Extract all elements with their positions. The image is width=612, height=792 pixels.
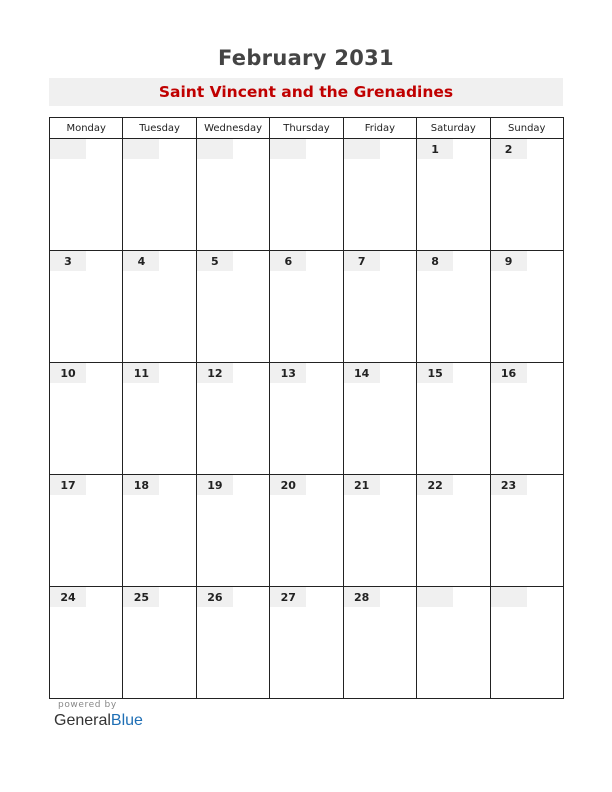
week-row — [50, 587, 564, 699]
brand-blue-text: Blue — [110, 712, 143, 729]
day-cell — [270, 139, 343, 251]
day-cell — [196, 363, 269, 475]
day-number: 15 — [417, 363, 453, 383]
weekday-header-wednesday: Wednesday — [196, 118, 269, 139]
day-cell — [490, 475, 563, 587]
day-cell — [343, 363, 416, 475]
day-number: 17 — [50, 475, 86, 495]
day-number — [270, 139, 306, 159]
day-cell — [50, 139, 123, 251]
day-number: 5 — [197, 251, 233, 271]
day-number: 23 — [491, 475, 527, 495]
day-number: 4 — [123, 251, 159, 271]
day-number: 12 — [197, 363, 233, 383]
day-number: 7 — [344, 251, 380, 271]
calendar-grid — [49, 117, 564, 699]
day-number: 2 — [491, 139, 527, 159]
day-cell — [50, 251, 123, 363]
day-number — [491, 587, 527, 607]
day-number: 14 — [344, 363, 380, 383]
day-number: 1 — [417, 139, 453, 159]
day-cell — [196, 475, 269, 587]
weekday-header-saturday: Saturday — [417, 118, 490, 139]
day-cell — [490, 139, 563, 251]
brand-general-text: General — [54, 712, 111, 729]
day-number: 8 — [417, 251, 453, 271]
day-cell — [123, 363, 196, 475]
day-number: 20 — [270, 475, 306, 495]
day-number: 22 — [417, 475, 453, 495]
page-title: February 2031 — [218, 46, 394, 70]
country-name: Saint Vincent and the Grenadines — [158, 83, 454, 101]
day-number: 28 — [344, 587, 380, 607]
day-number: 26 — [197, 587, 233, 607]
weekday-header-tuesday: Tuesday — [123, 118, 196, 139]
day-cell — [343, 251, 416, 363]
day-cell — [417, 587, 490, 699]
day-number — [344, 139, 380, 159]
day-number: 27 — [270, 587, 306, 607]
week-row — [50, 251, 564, 363]
day-number: 24 — [50, 587, 86, 607]
day-number — [50, 139, 86, 159]
day-number: 9 — [491, 251, 527, 271]
day-cell — [417, 363, 490, 475]
weekday-header-friday: Friday — [343, 118, 416, 139]
day-cell — [196, 139, 269, 251]
day-cell — [343, 475, 416, 587]
day-number — [123, 139, 159, 159]
day-number: 19 — [197, 475, 233, 495]
day-number: 10 — [50, 363, 86, 383]
day-number: 21 — [344, 475, 380, 495]
day-number: 3 — [50, 251, 86, 271]
day-cell — [343, 587, 416, 699]
day-cell — [490, 363, 563, 475]
day-cell — [123, 139, 196, 251]
day-number — [417, 587, 453, 607]
day-cell — [490, 251, 563, 363]
day-number: 16 — [491, 363, 527, 383]
week-row — [50, 475, 564, 587]
day-cell — [417, 475, 490, 587]
day-cell — [196, 251, 269, 363]
day-cell — [270, 251, 343, 363]
day-cell — [123, 587, 196, 699]
day-cell — [50, 475, 123, 587]
weekday-header-row — [50, 118, 564, 139]
country-banner — [49, 78, 563, 106]
day-cell — [50, 363, 123, 475]
day-cell — [123, 475, 196, 587]
day-cell — [270, 587, 343, 699]
day-cell — [50, 587, 123, 699]
day-number: 6 — [270, 251, 306, 271]
weekday-header-thursday: Thursday — [270, 118, 343, 139]
weekday-header-monday: Monday — [50, 118, 123, 139]
powered-by-text: powered by — [58, 700, 117, 710]
day-cell — [123, 251, 196, 363]
day-number: 11 — [123, 363, 159, 383]
day-cell — [196, 587, 269, 699]
day-cell — [270, 363, 343, 475]
day-cell — [270, 475, 343, 587]
day-number — [197, 139, 233, 159]
day-number: 13 — [270, 363, 306, 383]
week-row — [50, 139, 564, 251]
day-number: 25 — [123, 587, 159, 607]
weekday-header-sunday: Sunday — [490, 118, 563, 139]
day-number: 18 — [123, 475, 159, 495]
week-row — [50, 363, 564, 475]
brand-logo[interactable] — [54, 712, 143, 730]
day-cell — [417, 139, 490, 251]
day-cell — [343, 139, 416, 251]
day-cell — [490, 587, 563, 699]
day-cell — [417, 251, 490, 363]
